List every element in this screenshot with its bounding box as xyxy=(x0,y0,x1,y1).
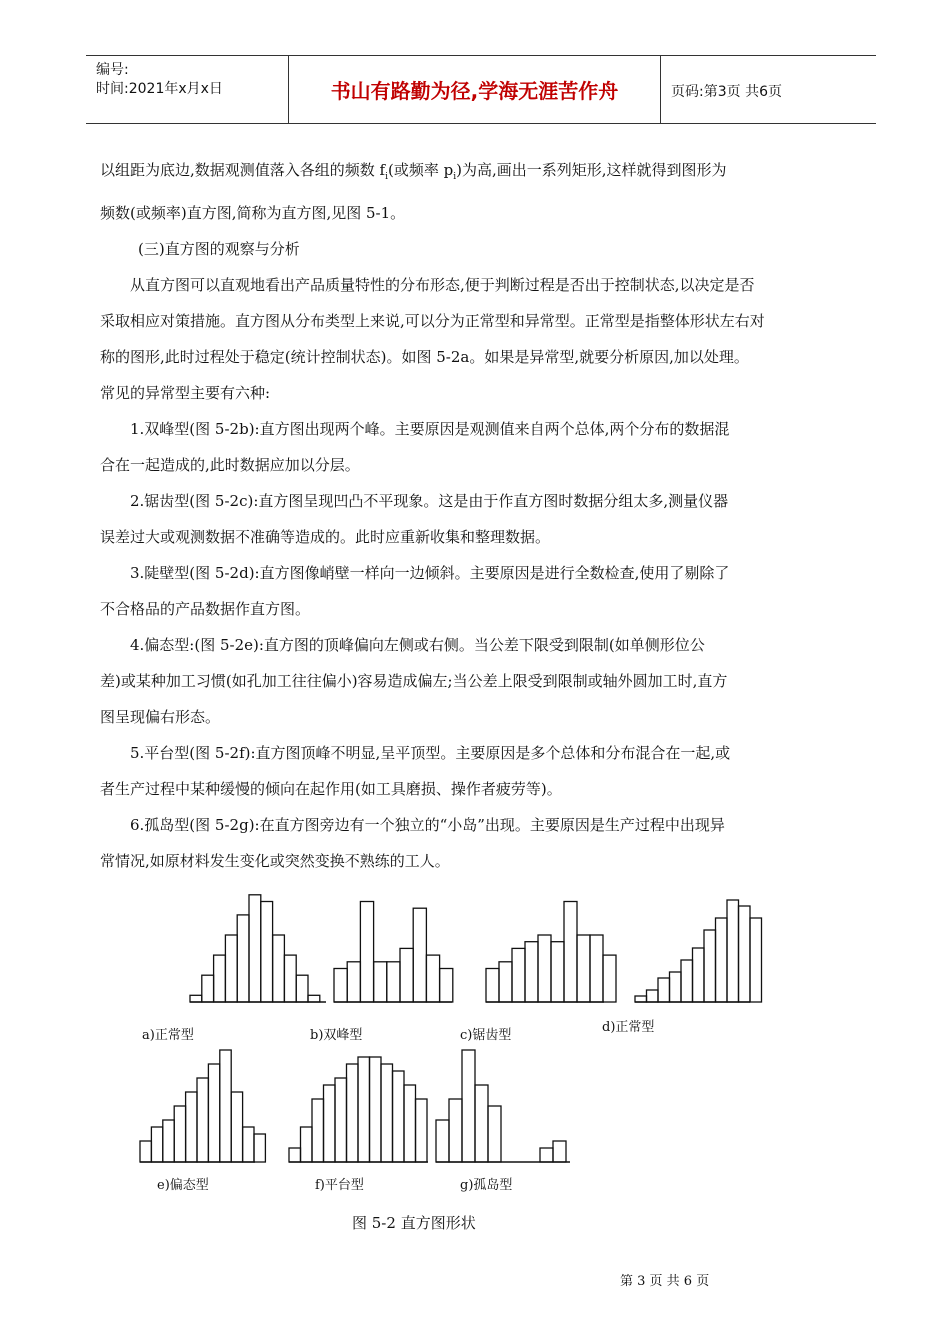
histogram-f-bar xyxy=(393,1071,405,1162)
caption-e: e)偏态型 xyxy=(157,1178,209,1193)
item-5-line-1: 5.平台型(图 5-2f):直方图顶峰不明显,呈平顶型。主要原因是多个总体和分布混合在一起,或 xyxy=(130,744,731,762)
histogram-f-bar xyxy=(312,1099,324,1162)
histogram-f-bar xyxy=(289,1148,301,1162)
subscript: i xyxy=(385,172,388,182)
histogram-a-bar xyxy=(202,975,214,1002)
paragraph-2-line-3: 称的图形,此时过程处于稳定(统计控制状态)。如图 5-2a。如果是异常型,就要分析原因,加以处理。 xyxy=(100,348,749,366)
histogram-b-bar xyxy=(426,955,439,1002)
histogram-c-bar xyxy=(512,948,525,1002)
histogram-f-bar xyxy=(301,1127,313,1162)
header-page-number: 页码:第3页 共6页 xyxy=(671,84,782,100)
histogram-g-bar xyxy=(540,1148,553,1162)
histogram-g-bar xyxy=(553,1141,566,1162)
item-1-line-2: 合在一起造成的,此时数据应加以分层。 xyxy=(100,456,360,474)
item-5-line-2: 者生产过程中某种缓慢的倾向在起作用(如工具磨损、操作者疲劳等)。 xyxy=(100,780,562,798)
histogram-a-bar xyxy=(237,915,249,1002)
histogram-d-bar xyxy=(739,906,751,1002)
histogram-e-bar xyxy=(186,1092,197,1162)
histogram-c-bar xyxy=(577,935,590,1002)
caption-c: c)锯齿型 xyxy=(460,1028,512,1043)
item-6-line-2: 常情况,如原材料发生变化或突然变换不熟练的工人。 xyxy=(100,852,450,870)
histogram-c-bar xyxy=(551,942,564,1002)
histogram-f-bar xyxy=(324,1085,336,1162)
histogram-c-bar xyxy=(486,969,499,1003)
caption-g: g)孤岛型 xyxy=(460,1178,513,1193)
paragraph-1-line-2: 频数(或频率)直方图,简称为直方图,见图 5-1。 xyxy=(100,204,406,222)
caption-d: d)正常型 xyxy=(602,1020,655,1035)
header-motto: 书山有路勤为径,学海无涯苦作舟 xyxy=(289,56,661,123)
histogram-e-bar xyxy=(243,1127,254,1162)
item-4-line-1: 4.偏态型:(图 5-2e):直方图的顶峰偏向左侧或右侧。当公差下限受到限制(如单侧形位公 xyxy=(130,636,705,654)
histogram-b-bar xyxy=(360,902,373,1003)
histogram-f-bar xyxy=(370,1057,382,1162)
histogram-e-bar xyxy=(208,1064,219,1162)
histogram-e xyxy=(140,1050,265,1162)
subscript: i xyxy=(453,172,457,182)
histogram-g-bar xyxy=(449,1099,462,1162)
histogram-a-bar xyxy=(308,995,320,1002)
histogram-b-bar xyxy=(334,969,347,1003)
histogram-f-bar xyxy=(358,1057,370,1162)
histogram-f-bar xyxy=(347,1064,359,1162)
histogram-a-bar xyxy=(225,935,237,1002)
histogram-e-bar xyxy=(254,1134,265,1162)
paragraph-2-line-2: 采取相应对策措施。直方图从分布类型上来说,可以分为正常型和异常型。正常型是指整体形状左右对 xyxy=(100,312,765,330)
number-label: 编号: xyxy=(96,62,129,78)
caption-a: a)正常型 xyxy=(142,1028,194,1043)
histogram-b-bar xyxy=(387,962,400,1002)
histogram-a-bar xyxy=(296,975,308,1002)
histogram-e-bar xyxy=(163,1120,174,1162)
histogram-f-bar xyxy=(335,1078,347,1162)
text-span: )为高,画出一系列矩形,这样就得到图形为 xyxy=(456,161,727,179)
histogram-b-bar xyxy=(347,962,360,1002)
histogram-b-bar xyxy=(440,969,453,1003)
histogram-c-bar xyxy=(564,902,577,1003)
caption-b: b)双峰型 xyxy=(310,1028,363,1043)
histogram-b-bar xyxy=(413,908,426,1002)
histogram-d-bar xyxy=(647,990,659,1002)
body-text xyxy=(100,152,870,879)
item-6-line-1: 6.孤岛型(图 5-2g):在直方图旁边有一个独立的“小岛”出现。主要原因是生产过程中出现异 xyxy=(130,816,725,834)
histogram-d-bar xyxy=(635,996,647,1002)
header-meta-cell xyxy=(86,56,289,123)
item-3-line-2: 不合格品的产品数据作直方图。 xyxy=(100,600,311,618)
histogram-f xyxy=(289,1057,428,1162)
histogram-e-bar xyxy=(231,1092,242,1162)
paragraph-2-line-1: 从直方图可以直观地看出产品质量特性的分布形态,便于判断过程是否出于控制状态,以决定是否 xyxy=(130,276,755,294)
histogram-b-bar xyxy=(374,962,387,1002)
histogram-c-bar xyxy=(590,935,603,1002)
text-span: 以组距为底边,数据观测值落入各组的频数 f xyxy=(100,161,386,179)
histogram-c-bar xyxy=(603,955,616,1002)
histogram-g-bar xyxy=(488,1106,501,1162)
histogram-g-bar xyxy=(475,1085,488,1162)
histogram-g xyxy=(436,1050,570,1162)
caption-f: f)平台型 xyxy=(315,1178,364,1193)
histogram-a-bar xyxy=(273,935,285,1002)
histogram-a-bar xyxy=(214,955,226,1002)
page-footer: 第 3 页 共 6 页 xyxy=(620,1274,710,1289)
time-label: 时间:2021年x月x日 xyxy=(96,81,223,97)
histogram-f-bar xyxy=(404,1085,416,1162)
histogram-c-bar xyxy=(525,942,538,1002)
histogram-e-bar xyxy=(174,1106,185,1162)
histogram-d-bar xyxy=(727,900,739,1002)
item-4-line-2: 差)或某种加工习惯(如孔加工往往偏小)容易造成偏左;当公差上限受到限制或轴外圆加工时,直方 xyxy=(100,672,728,690)
histogram-b-bar xyxy=(400,948,413,1002)
item-2-line-1: 2.锯齿型(图 5-2c):直方图呈现凹凸不平现象。这是由于作直方图时数据分组太多,测量仪器 xyxy=(130,492,729,510)
histogram-d xyxy=(635,900,762,1002)
item-2-line-2: 误差过大或观测数据不准确等造成的。此时应重新收集和整理数据。 xyxy=(100,528,551,546)
histogram-d-bar xyxy=(658,978,670,1002)
histogram-e-bar xyxy=(197,1078,208,1162)
histogram-d-bar xyxy=(693,948,705,1002)
item-1-line-1: 1.双峰型(图 5-2b):直方图出现两个峰。主要原因是观测值来自两个总体,两个分布的数据混 xyxy=(130,420,730,438)
histogram-a-bar xyxy=(190,995,202,1002)
section-heading: (三)直方图的观察与分析 xyxy=(138,240,300,258)
histogram-d-bar xyxy=(716,918,728,1002)
figure-title: 图 5-2 直方图形状 xyxy=(352,1214,476,1232)
paragraph-2-line-4: 常见的异常型主要有六种: xyxy=(100,384,271,402)
histogram-g-bar xyxy=(462,1050,475,1162)
paragraph-1-line-1 xyxy=(100,152,870,195)
histogram-d-bar xyxy=(750,918,762,1002)
item-3-line-1: 3.陡壁型(图 5-2d):直方图像峭壁一样向一边倾斜。主要原因是进行全数检查,使用了剔除了 xyxy=(130,564,730,582)
histogram-d-bar xyxy=(681,960,693,1002)
histogram-c-bar xyxy=(538,935,551,1002)
item-4-line-3: 图呈现偏右形态。 xyxy=(100,708,221,726)
histogram-e-bar xyxy=(140,1141,151,1162)
histogram-a xyxy=(190,895,326,1002)
histogram-e-bar xyxy=(151,1127,162,1162)
histogram-a-bar xyxy=(261,902,273,1003)
histogram-a-bar xyxy=(249,895,261,1002)
histogram-d-bar xyxy=(670,972,682,1002)
text-span: (或频率 p xyxy=(387,161,454,179)
histogram-g-bar xyxy=(436,1120,449,1162)
histogram-b xyxy=(334,902,453,1003)
histogram-f-bar xyxy=(381,1064,393,1162)
page-header xyxy=(86,55,876,124)
histogram-c-bar xyxy=(499,962,512,1002)
histogram-d-bar xyxy=(704,930,716,1002)
histogram-a-bar xyxy=(284,955,296,1002)
histogram-figure xyxy=(0,880,950,1240)
histogram-c xyxy=(486,902,616,1003)
histogram-e-bar xyxy=(220,1050,231,1162)
histogram-f-bar xyxy=(416,1099,428,1162)
